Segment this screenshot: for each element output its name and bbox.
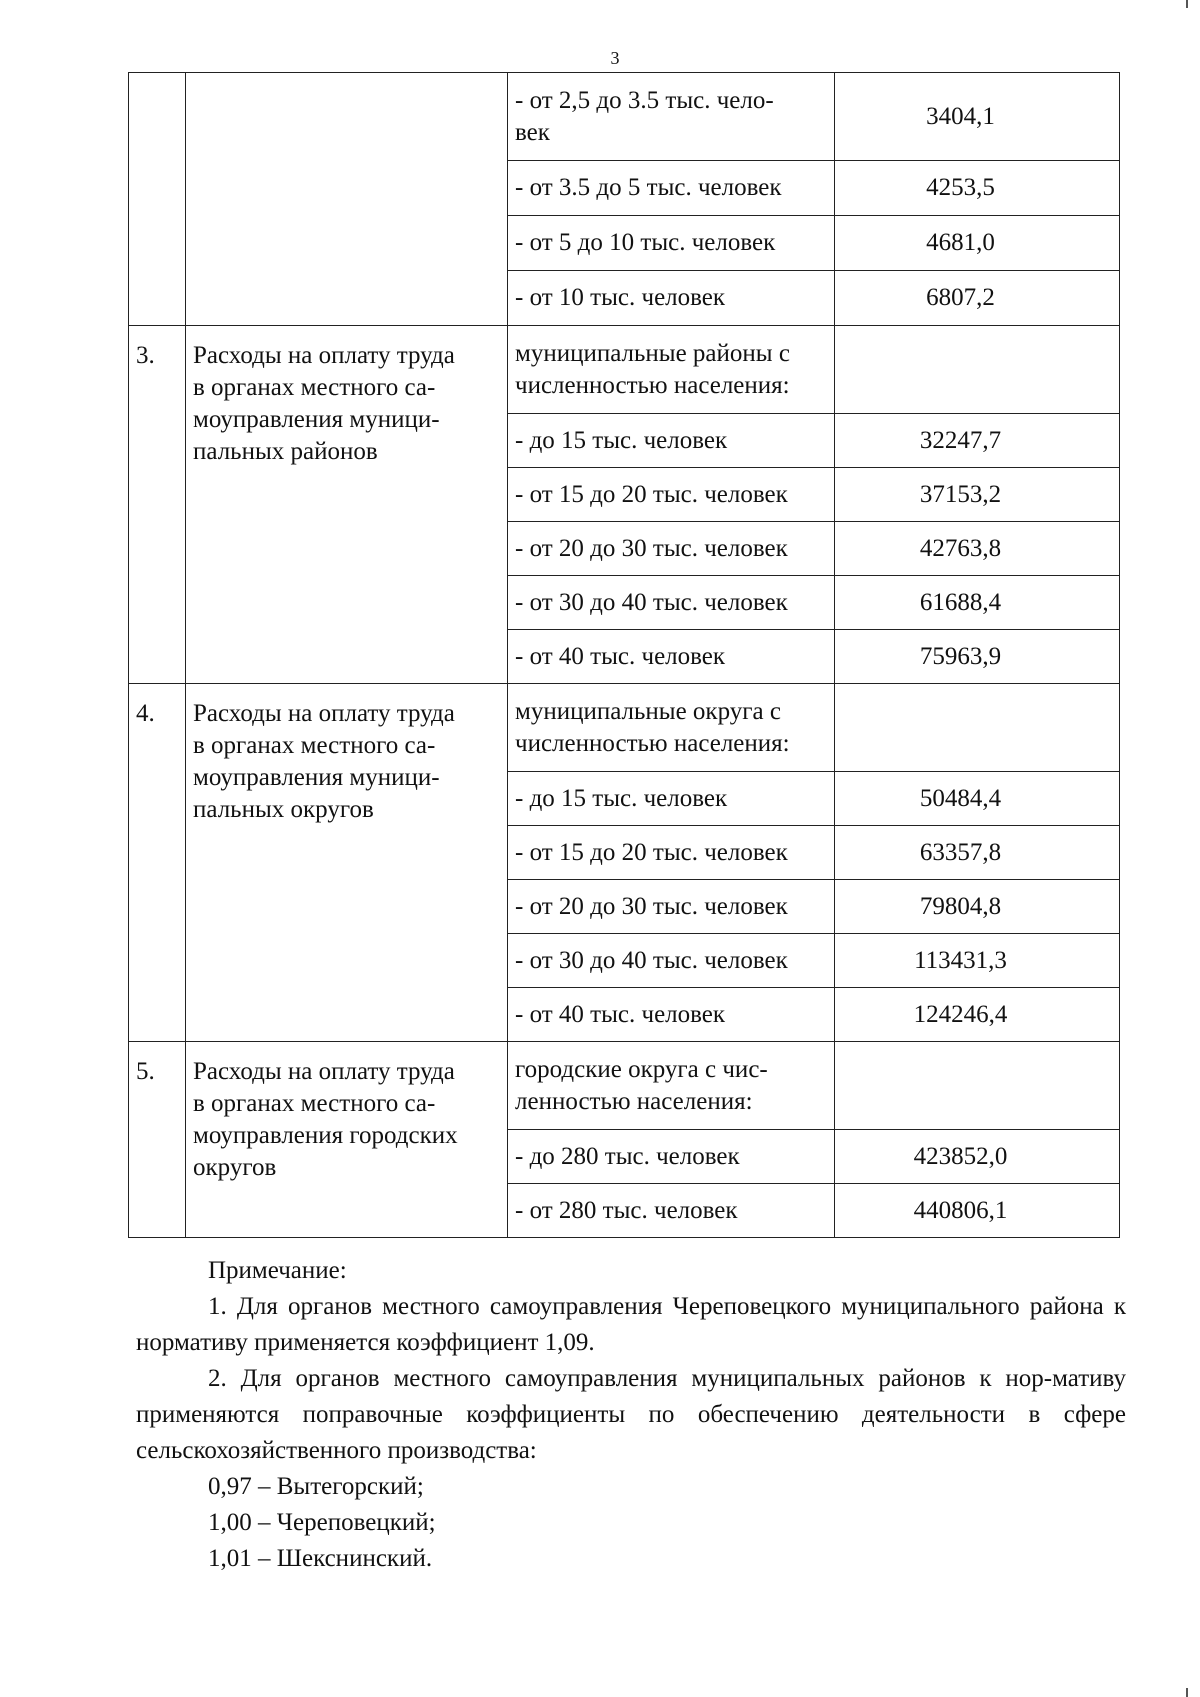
group-header-line: муниципальные районы с	[515, 339, 790, 367]
norm-value-cell: 63357,8	[835, 826, 1120, 880]
norms-table	[128, 72, 1120, 1238]
coefficient-item: 0,97 – Вытегорский;	[208, 1473, 424, 1500]
population-category-cell: - от 20 до 30 тыс. человек	[508, 522, 835, 576]
group-header-line: численностью населения:	[515, 729, 790, 757]
norm-value-cell	[835, 1042, 1120, 1130]
group-header-line: муниципальные округа с	[515, 697, 781, 725]
population-category-cell: - от 40 тыс. человек	[508, 630, 835, 684]
norm-value-cell: 124246,4	[835, 988, 1120, 1042]
norm-value-cell	[835, 684, 1120, 772]
expense-name-line: в органах местного са-	[193, 1090, 436, 1117]
population-group-header	[508, 684, 835, 772]
population-category-cell: - до 15 тыс. человек	[508, 414, 835, 468]
coefficient-item: 1,01 – Шекснинский.	[208, 1545, 433, 1572]
population-category-cell: - от 3.5 до 5 тыс. человек	[508, 161, 835, 216]
scan-artifact-top-right	[1186, 0, 1188, 8]
norm-value-cell: 42763,8	[835, 522, 1120, 576]
population-category-cell	[508, 73, 835, 161]
row-number-cell: 4.	[129, 684, 186, 1042]
norm-value-cell: 440806,1	[835, 1184, 1120, 1238]
note-item: 2. Для органов местного самоуправления муниципальных районов к нор-мативу применяются поправочные коэффициенты по обеспечению деятельности в сфере сельскохозяйственного производства:	[136, 1365, 1126, 1464]
expense-name-line: моуправления городских	[193, 1122, 458, 1149]
norm-value-cell: 61688,4	[835, 576, 1120, 630]
norm-value-cell: 4681,0	[835, 216, 1120, 271]
expense-name-line: пальных районов	[193, 438, 378, 465]
expense-name-line: в органах местного са-	[193, 732, 436, 759]
population-category-cell: - от 15 до 20 тыс. человек	[508, 826, 835, 880]
group-header-line: ленностью населения:	[515, 1087, 753, 1115]
norm-value-cell: 75963,9	[835, 630, 1120, 684]
table-row	[129, 73, 1120, 161]
expense-name-cell	[186, 326, 508, 684]
expense-name-line: моуправления муници-	[193, 764, 440, 791]
norm-value-cell: 4253,5	[835, 161, 1120, 216]
population-category-cell: - от 20 до 30 тыс. человек	[508, 880, 835, 934]
expense-name-cell	[186, 73, 508, 326]
norm-value-cell: 50484,4	[835, 772, 1120, 826]
expense-name-line: Расходы на оплату труда	[193, 700, 455, 727]
category-line: век	[515, 118, 550, 146]
group-header-line: численностью населения:	[515, 371, 790, 399]
coefficient-item: 1,00 – Череповецкий;	[208, 1509, 436, 1536]
expense-name-line: моуправления муници-	[193, 406, 440, 433]
expense-name-line: Расходы на оплату труда	[193, 1058, 455, 1085]
norm-value-cell: 113431,3	[835, 934, 1120, 988]
norm-value-cell: 79804,8	[835, 880, 1120, 934]
norm-value-cell	[835, 326, 1120, 414]
category-line: - от 2,5 до 3.5 тыс. чело-	[515, 86, 774, 114]
population-category-cell: - от 40 тыс. человек	[508, 988, 835, 1042]
population-group-header	[508, 1042, 835, 1130]
population-category-cell: - от 30 до 40 тыс. человек	[508, 934, 835, 988]
norm-value-cell: 3404,1	[835, 73, 1120, 161]
expense-name-line: Расходы на оплату труда	[193, 342, 455, 369]
population-category-cell: - до 280 тыс. человек	[508, 1130, 835, 1184]
note-item: 1. Для органов местного самоуправления Череповецкого муниципального района к нормативу применяется коэффициент 1,09.	[136, 1293, 1126, 1356]
notes-title: Примечание:	[208, 1257, 347, 1284]
population-group-header	[508, 326, 835, 414]
row-number-cell: 3.	[129, 326, 186, 684]
table-row	[129, 1042, 1120, 1130]
notes-section	[136, 1253, 1126, 1577]
population-category-cell: - до 15 тыс. человек	[508, 772, 835, 826]
page-number: 3	[610, 48, 620, 68]
table-row	[129, 326, 1120, 414]
norm-value-cell: 6807,2	[835, 271, 1120, 326]
norms-table-body	[129, 73, 1120, 1238]
row-number-cell	[129, 73, 186, 326]
group-header-line: городские округа с чис-	[515, 1055, 768, 1083]
norm-value-cell: 32247,7	[835, 414, 1120, 468]
scan-artifact-bottom-right	[1186, 1688, 1188, 1697]
population-category-cell: - от 280 тыс. человек	[508, 1184, 835, 1238]
population-category-cell: - от 10 тыс. человек	[508, 271, 835, 326]
norm-value-cell: 423852,0	[835, 1130, 1120, 1184]
expense-name-line: в органах местного са-	[193, 374, 436, 401]
population-category-cell: - от 15 до 20 тыс. человек	[508, 468, 835, 522]
expense-name-line: пальных округов	[193, 796, 374, 823]
table-row	[129, 684, 1120, 772]
norm-value-cell: 37153,2	[835, 468, 1120, 522]
expense-name-cell	[186, 684, 508, 1042]
row-number-cell: 5.	[129, 1042, 186, 1238]
population-category-cell: - от 30 до 40 тыс. человек	[508, 576, 835, 630]
expense-name-line: округов	[193, 1154, 277, 1181]
population-category-cell: - от 5 до 10 тыс. человек	[508, 216, 835, 271]
expense-name-cell	[186, 1042, 508, 1238]
